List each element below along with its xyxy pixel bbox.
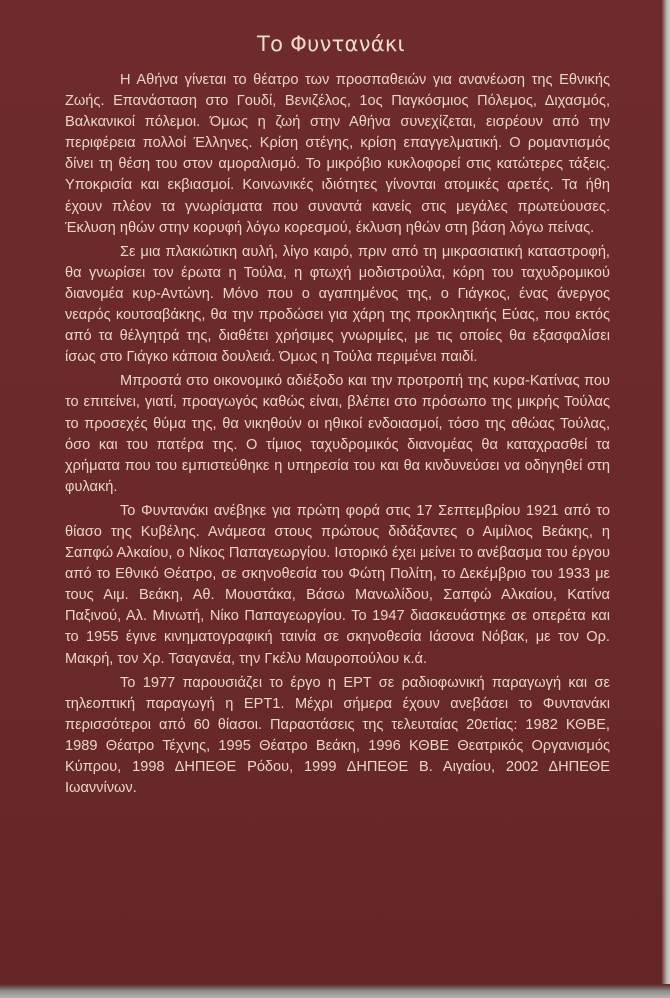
page-edge-right (662, 0, 670, 998)
page-edge-bottom (0, 984, 670, 998)
paragraph-2: Σε μια πλακιώτικη αυλή, λίγο καιρό, πριν από τη μικρασιατική καταστροφή, θα γνωρίσει τον έρωτα η Τούλα, η φτωχή μοδιστρούλα, κόρη του ταχυδρομικού διανομέα κυρ-Αντώνη. Μόνο που ο αγαπημένος της, ο Γιάγκος, ένας άνεργος νεαρός κουτσαβάκης, θα την προδώσει για χάρη της προκλητικής Εύας, που εκτός από τα θέλγητρά της, διαθέτει χρήσιμες γνωριμίες, με τις οποίες θα εξασφαλίσει ίσως στο Γιάγκο κάποια δουλειά. Όμως η Τούλα περιμένει παιδί. (65, 243, 610, 366)
paragraph-4: Το Φυντανάκι ανέβηκε για πρώτη φορά στις 17 Σεπτεμβρίου 1921 από το θίασο της Κυβέλης. Ανάμεσα στους πρώτους διδάξαντες ο Αιμίλιος Βεάκης, η Σαπφώ Αλκαίου, ο Νίκος Παπαγεωργίου. Ιστορικό έχει μείνει το ανέβασμα του έργου από το Εθνικό Θέατρο, σε σκηνοθεσία του Φώτη Πολίτη, το Δεκέμβριο του 1933 με τους Αιμ. Βεάκη, Αθ. Μουστάκα, Βάσω Μανωλίδου, Σαπφώ Αλκαίου, Κατίνα Παξινού, Αλ. Μινωτή, Νίκο Παπαγεωργίου. Το 1947 διασκευάστηκε σε οπερέτα και το 1955 έγινε κινηματογραφική ταινία σε σκηνοθεσία Ιάσονα Νόβακ, με τον Ορ. Μακρή, τον Χρ. Τσαγανέα, την Γκέλυ Μαυροπούλου κ.ά. (65, 502, 610, 667)
paragraph-5: Το 1977 παρουσιάζει το έργο η ΕΡΤ σε ραδιοφωνική παραγωγή και σε τηλεοπτική παραγωγή η ΕΡΤ1. Μέχρι σήμερα έχουν ανεβάσει το Φυντανάκι περισσότεροι από 60 θίασοι. Παραστάσεις της τελευταίας 20ετίας: 1982 ΚΘΒΕ, 1989 Θέατρο Τέχνης, 1995 Θέατρο Βεάκη, 1996 ΚΘΒΕ Θεατρικός Οργανισμός Κύπρου, 1998 ΔΗΠΕΘΕ Ρόδου, 1999 ΔΗΠΕΘΕ Β. Αιγαίου, 2002 ΔΗΠΕΘΕ Ιωαννίνων. (65, 674, 610, 797)
article-body (65, 70, 610, 802)
paragraph-3: Μπροστά στο οικονομικό αδιέξοδο και την προτροπή της κυρα-Κατίνας που το επιτείνει, γιατί, προαγωγός καθώς είναι, βλέπει στο πρόσωπο της μικρής Τούλας το προσεχές θύμα της, θα νικηθούν οι ηθικοί ενδοιασμοί, τόσο της αθώας Τούλας, όσο και του πατέρα της. Ο τίμιος ταχυδρομικός διανομέας θα καταχρασθεί τα χρήματα που του εμπιστεύθηκε η υπηρεσία του και θα κινδυνεύσει να οδηγηθεί στη φυλακή. (65, 373, 610, 495)
paragraph-1: Η Αθήνα γίνεται το θέατρο των προσπαθειών για ανανέωση της Εθνικής Ζωής. Επανάσταση στο Γουδί, Βενιζέλος, 1ος Παγκόσμιος Πόλεμος, Διχασμός, Βαλκανικοί πόλεμοι. Όμως η ζωή στην Αθήνα συνεχίζεται, εισρέουν από την περιφέρεια πολλοί Έλληνες. Κρίση στέγης, κρίση επαγγελματική. Ο ρομαντισμός δίνει τη θέση του στον αμοραλισμό. Το μικρόβιο κυκλοφορεί στις κατώτερες τάξεις. Υποκρισία και εκβιασμοί. Κοινωνικές ιδιότητες γίνονται ατομικές αρετές. Τα ήθη έχουν πλέον τα γνωρίσματα που συναντά κανείς στις μεγάλες πρωτεύουσες. Έκλυση ηθών στην κορυφή λόγω κορεσμού, έκλυση ηθών στη βάση λόγω πείνας. (65, 72, 610, 236)
page-title: Το Φυντανάκι (257, 32, 405, 56)
